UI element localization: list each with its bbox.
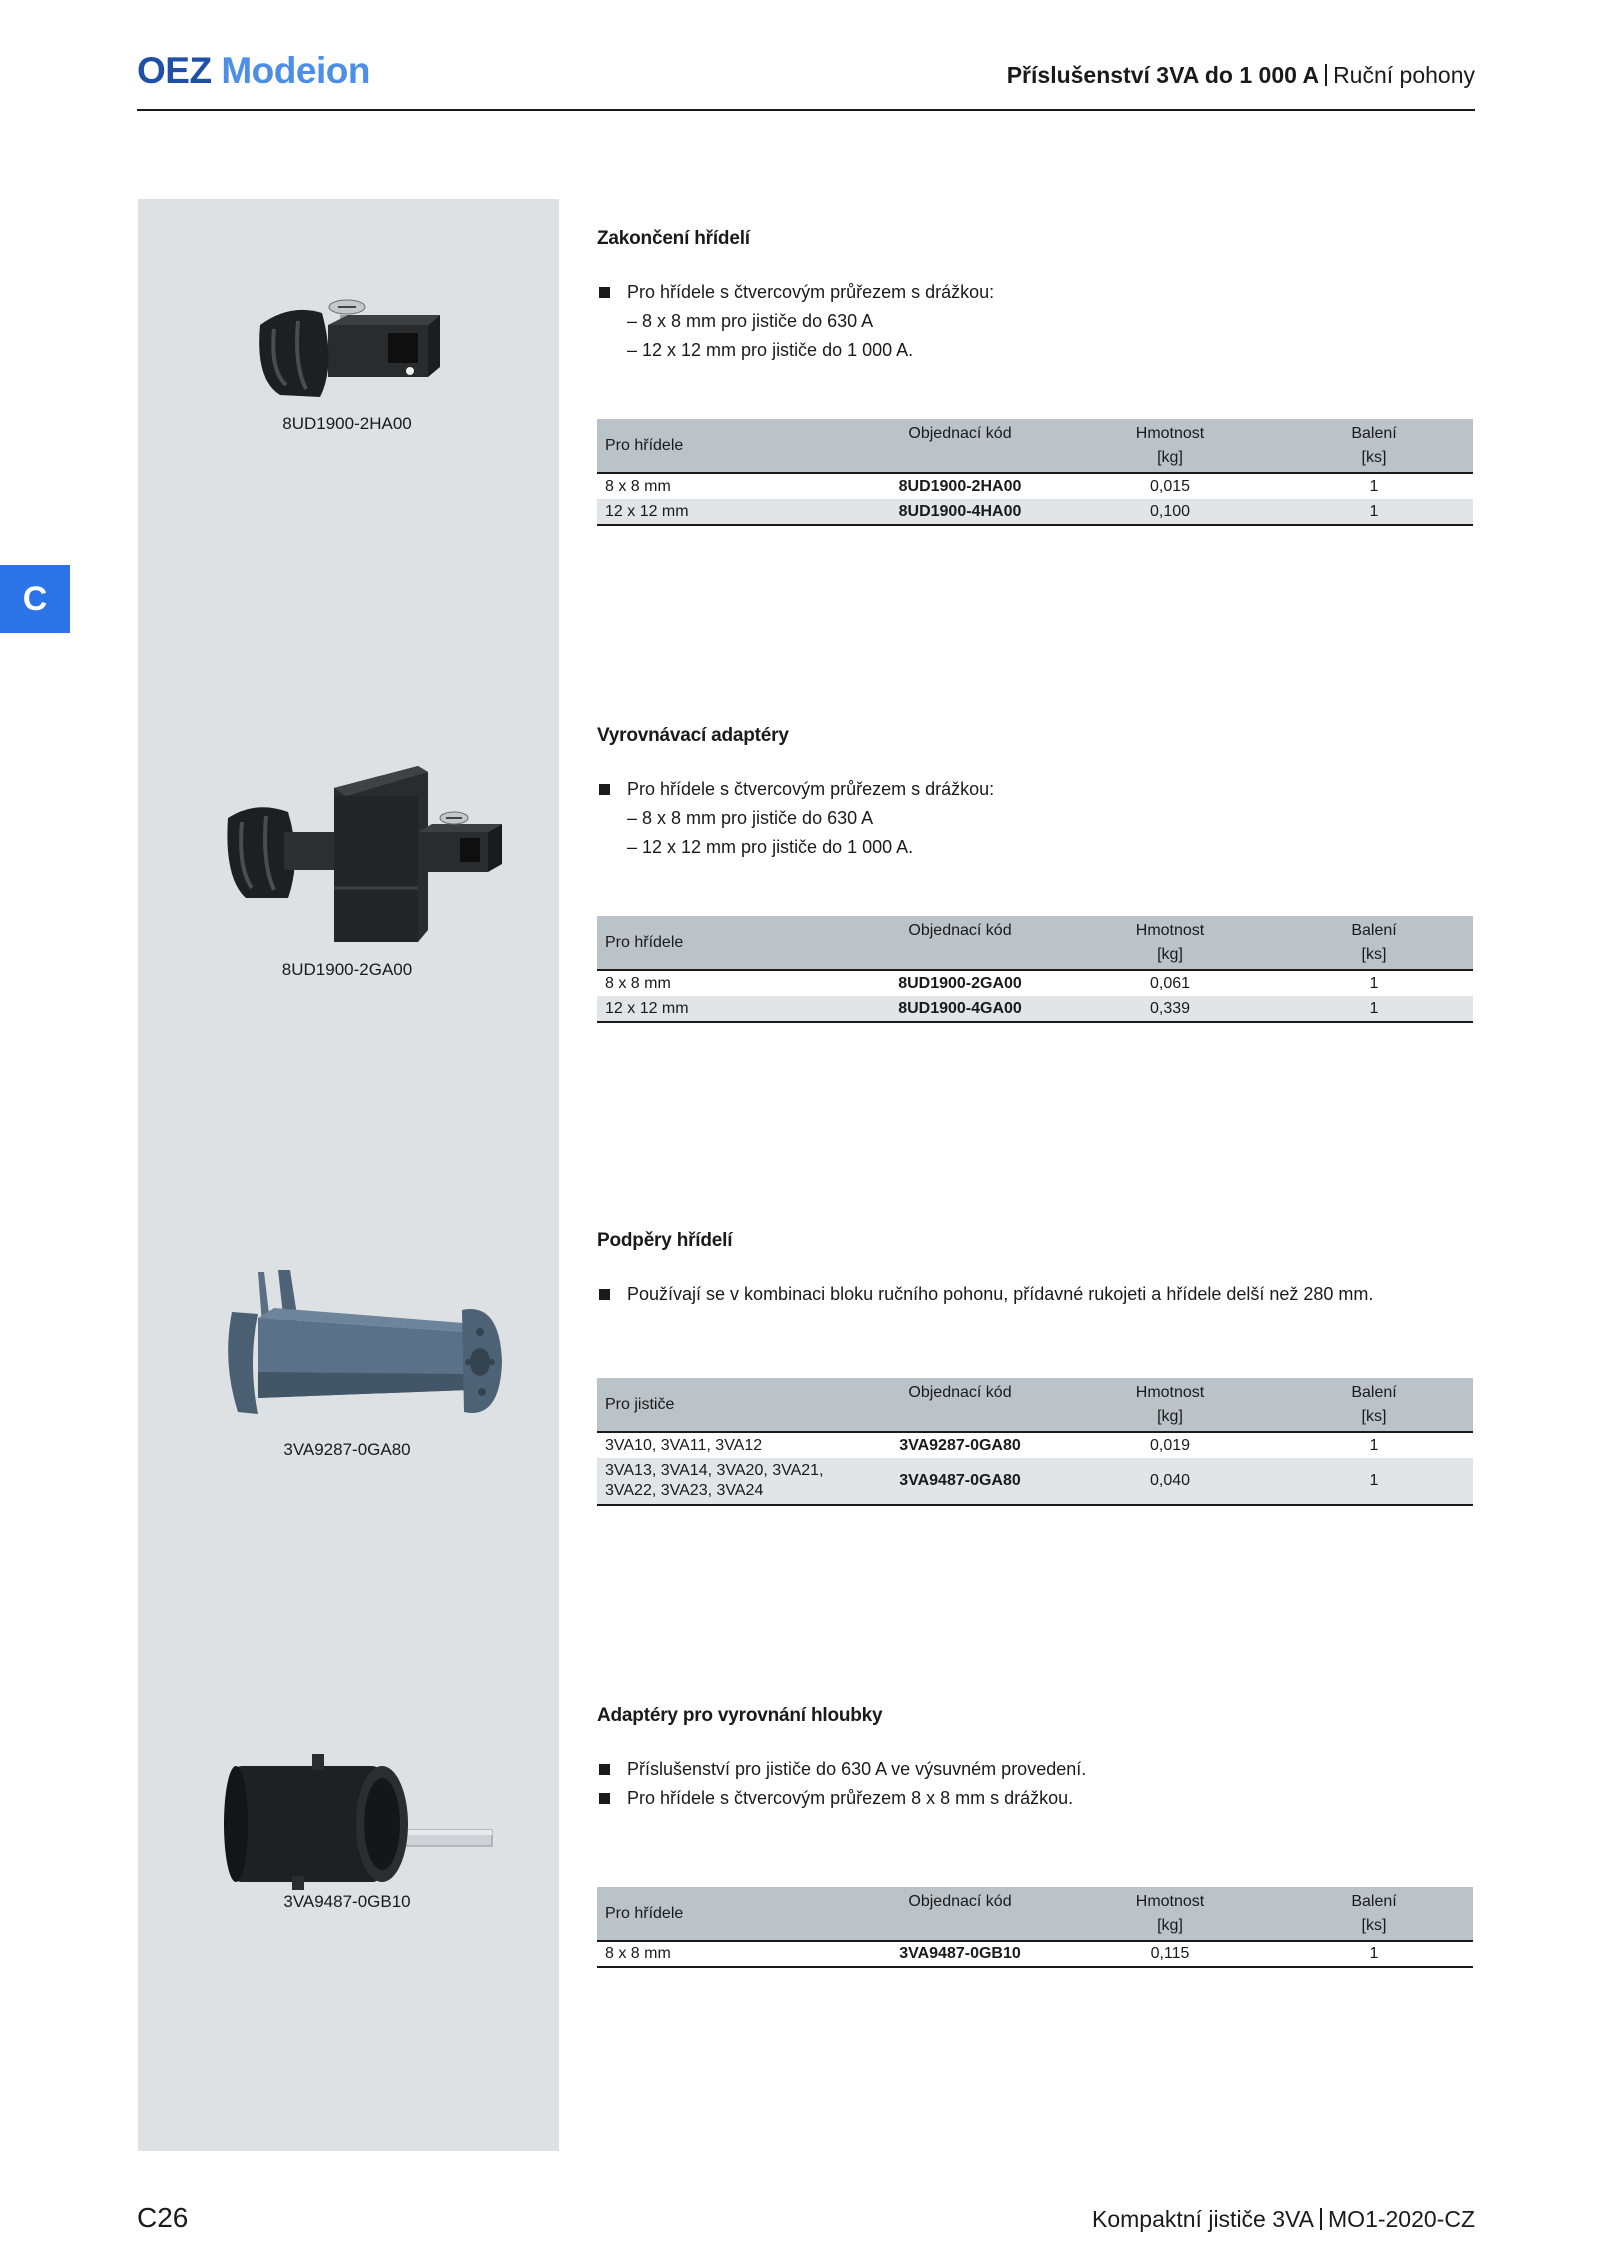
col-header: Hmotnost [kg] — [1065, 419, 1275, 473]
header-title-sub: Ruční pohony — [1333, 62, 1475, 88]
col-header: Balení [ks] — [1275, 1378, 1473, 1432]
header-title — [1007, 62, 1475, 89]
sub-item: – 8 x 8 mm pro jističe do 630 A — [627, 808, 874, 828]
spec-table-shaft-end — [597, 419, 1473, 526]
shaft-support-image — [218, 1262, 508, 1432]
header-title-main: Příslušenství 3VA do 1 000 A — [1006, 62, 1320, 88]
section-shaft-end — [597, 228, 1473, 365]
sub-item: – 12 x 12 mm pro jističe do 1 000 A. — [627, 837, 914, 857]
col-header: Objednací kód — [855, 1378, 1065, 1432]
cell-weight: 0,040 — [1065, 1458, 1275, 1505]
header-rule — [137, 109, 1475, 111]
cell-order-code[interactable]: 8UD1900-4HA00 — [855, 499, 1065, 525]
page-number: C26 — [137, 2202, 189, 2233]
cell-weight: 0,100 — [1065, 499, 1275, 525]
footer-separator — [1320, 2208, 1322, 2230]
cell-shaft: 8 x 8 mm — [597, 1941, 855, 1967]
cell-pack: 1 — [1275, 1458, 1473, 1505]
cell-shaft: 12 x 12 mm — [597, 996, 855, 1022]
section-title: Adaptéry pro vyrovnání hloubky — [597, 1705, 883, 1726]
section-title: Zakončení hřídelí — [597, 228, 750, 249]
footer-doc-info — [1092, 2206, 1475, 2233]
cell-weight: 0,115 — [1065, 1941, 1275, 1967]
col-header: Hmotnost [kg] — [1065, 1378, 1275, 1432]
cell-order-code[interactable]: 3VA9287-0GA80 — [899, 1436, 1021, 1454]
table-row — [597, 1432, 1473, 1458]
footer-doc-code: MO1-2020-CZ — [1328, 2206, 1475, 2232]
sub-item: – 12 x 12 mm pro jističe do 1 000 A. — [627, 340, 914, 360]
bullet-list — [597, 775, 1473, 862]
section-depth-adapters — [597, 1705, 1473, 1813]
alignment-adapter-image — [222, 760, 512, 950]
shaft-end-image — [250, 285, 440, 415]
table-row — [597, 970, 1473, 996]
spec-table-depth-adapters — [597, 1887, 1473, 1968]
cell-weight: 0,339 — [1065, 996, 1275, 1022]
table-row — [597, 1941, 1473, 1967]
cell-order-code[interactable]: 8UD1900-2GA00 — [898, 974, 1022, 992]
bullet-item: Používají se v kombinaci bloku ručního pohonu, přídavné rukojeti a hřídele delší než 280 mm. — [597, 1280, 1473, 1309]
cell-order-code[interactable]: 8UD1900-2HA00 — [898, 477, 1022, 495]
spec-table-alignment-adapters — [597, 916, 1473, 1023]
logo-oez: OEZ — [137, 50, 212, 91]
sub-item: – 8 x 8 mm pro jističe do 630 A — [627, 311, 874, 331]
col-header: Balení [ks] — [1275, 419, 1473, 473]
cell-order-code[interactable]: 8UD1900-4GA00 — [855, 996, 1065, 1022]
cell-pack: 1 — [1275, 1941, 1473, 1967]
image-caption-4: 3VA9487-0GB10 — [283, 1892, 411, 1911]
logo-modeion: Modeion — [221, 50, 370, 91]
table-row — [597, 1458, 1473, 1505]
bullet-item: Pro hřídele s čtvercovým průřezem 8 x 8 mm s drážkou. — [597, 1784, 1473, 1813]
brand-logo — [137, 50, 370, 92]
spec-table-shaft-supports — [597, 1378, 1473, 1506]
bullet-list — [597, 1755, 1473, 1813]
cell-pack: 1 — [1369, 974, 1379, 992]
cell-order-code[interactable]: 3VA9487-0GA80 — [855, 1458, 1065, 1505]
col-header: Objednací kód — [855, 916, 1065, 970]
image-caption-1: 8UD1900-2HA00 — [282, 414, 412, 433]
cell-pack: 1 — [1369, 1436, 1379, 1454]
header-separator — [1325, 64, 1327, 86]
col-header: Hmotnost [kg] — [1065, 1887, 1275, 1941]
footer-doc-title: Kompaktní jističe 3VA — [1092, 2206, 1315, 2232]
col-header: Balení [ks] — [1275, 1887, 1473, 1941]
cell-shaft: 8 x 8 mm — [605, 974, 671, 992]
cell-breakers: 3VA10, 3VA11, 3VA12 — [605, 1436, 763, 1454]
table-row — [597, 996, 1473, 1022]
cell-order-code[interactable]: 3VA9487-0GB10 — [855, 1941, 1065, 1967]
image-caption-2: 8UD1900-2GA00 — [281, 960, 413, 979]
col-header: Objednací kód — [855, 1887, 1065, 1941]
table-row — [597, 499, 1473, 525]
table-row — [597, 473, 1473, 499]
cell-weight: 0,015 — [1149, 477, 1191, 495]
col-header: Pro hřídele — [597, 419, 855, 473]
image-caption-3: 3VA9287-0GA80 — [283, 1440, 411, 1459]
col-header: Pro jističe — [597, 1378, 855, 1432]
cell-breakers: 3VA13, 3VA14, 3VA20, 3VA21, 3VA22, 3VA23, 3VA24 — [597, 1458, 855, 1505]
cell-weight: 0,061 — [1149, 974, 1191, 992]
col-header: Pro hřídele — [597, 1887, 855, 1941]
col-header: Pro hřídele — [597, 916, 855, 970]
cell-pack: 1 — [1275, 996, 1473, 1022]
col-header: Hmotnost [kg] — [1065, 916, 1275, 970]
cell-weight: 0,019 — [1149, 1436, 1191, 1454]
chapter-tab[interactable]: C — [0, 565, 70, 633]
section-title: Vyrovnávací adaptéry — [597, 725, 789, 746]
cell-shaft: 12 x 12 mm — [597, 499, 855, 525]
bullet-item: Pro hřídele s čtvercovým průřezem s drážkou: — [597, 775, 1473, 804]
depth-adapter-image — [222, 1752, 502, 1892]
col-header: Balení [ks] — [1275, 916, 1473, 970]
bullet-list — [597, 278, 1473, 365]
section-alignment-adapters — [597, 725, 1473, 862]
bullet-list — [597, 1280, 1473, 1309]
bullet-item: Pro hřídele s čtvercovým průřezem s drážkou: — [597, 278, 1473, 307]
bullet-item: Příslušenství pro jističe do 630 A ve výsuvném provedení. — [597, 1755, 1473, 1784]
cell-shaft: 8 x 8 mm — [605, 477, 671, 495]
cell-pack: 1 — [1369, 477, 1379, 495]
section-title: Podpěry hřídelí — [597, 1230, 733, 1251]
cell-pack: 1 — [1275, 499, 1473, 525]
col-header: Objednací kód — [855, 419, 1065, 473]
section-shaft-supports — [597, 1230, 1473, 1309]
